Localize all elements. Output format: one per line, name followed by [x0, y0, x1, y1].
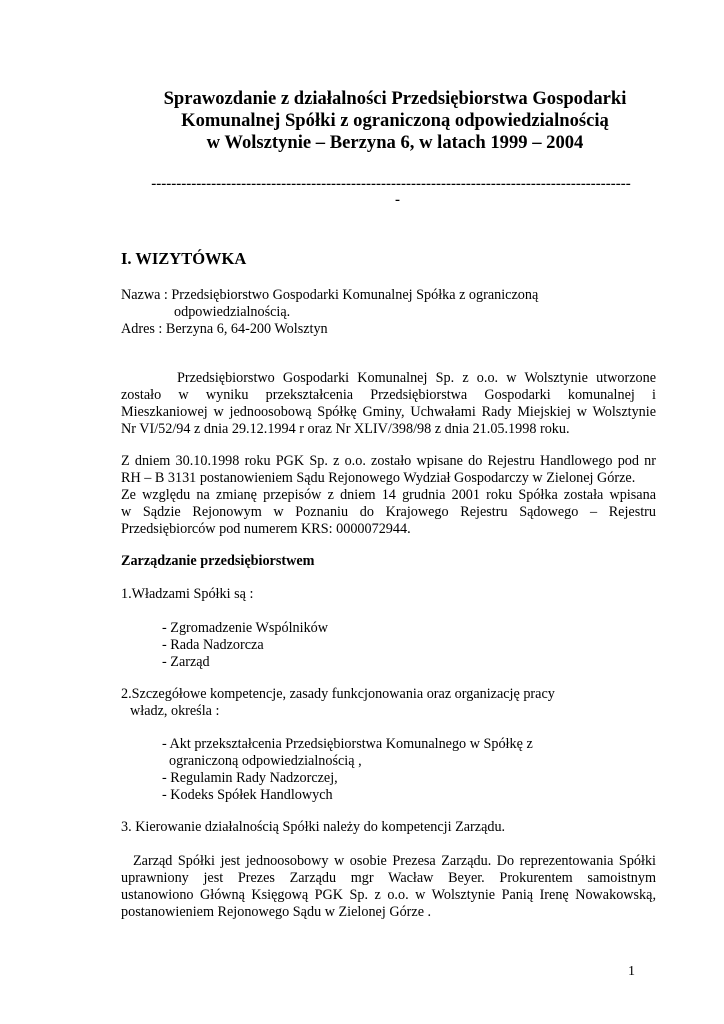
- paragraph-line: postanowieniem Rejonowego Sądu w Zielonej Górze .: [121, 904, 432, 920]
- paragraph-line: Przedsiębiorstwo Gospodarki Komunalnej Sp. z o.o. w Wolsztynie utworzone: [177, 370, 656, 386]
- item-2-line-2: władz, określa :: [130, 703, 220, 719]
- paragraph-line: w Sądzie Rejonowym w Poznaniu do Krajowego Rejestru Sądowego – Rejestru: [121, 504, 656, 520]
- item-2-text: [121, 686, 656, 720]
- card-name-line-1: Nazwa : Przedsiębiorstwo Gospodarki Komunalnej Spółka z ograniczoną: [121, 287, 539, 303]
- title-line-2: Komunalnej Spółki z ograniczoną odpowiedzialnością: [181, 110, 609, 131]
- list-item: - Akt przekształcenia Przedsiębiorstwa Komunalnego w Spółkę z: [162, 736, 533, 752]
- paragraph-line: Nr VI/52/94 z dnia 29.12.1994 r oraz Nr XLIV/398/98 z dnia 21.05.1998 roku.: [121, 421, 570, 437]
- paragraph-line: ustanowiono Główną Księgową PGK Sp. z o.o. w Wolsztynie Panią Irenę Nowakowską,: [121, 887, 656, 903]
- paragraph-board: [121, 853, 656, 921]
- item-2-line-1: 2.Szczegółowe kompetencje, zasady funkcjonowania oraz organizację pracy: [121, 686, 555, 702]
- list-item-continuation: ograniczoną odpowiedzialnością ,: [169, 753, 362, 769]
- list-item: - Rada Nadzorcza: [162, 637, 264, 653]
- separator-line: ------------------------------------------------------------------------------------------------: [151, 176, 631, 192]
- paragraph-founding: [121, 370, 656, 438]
- title-line-3: w Wolsztynie – Berzyna 6, w latach 1999 – 2004: [206, 132, 584, 153]
- paragraph-line: Zarząd Spółki jest jednoosobowy w osobie Prezesa Zarządu. Do reprezentowania Spółki: [133, 853, 656, 869]
- list-item: - Zgromadzenie Wspólników: [162, 620, 329, 636]
- item-3-text: 3. Kierowanie działalnością Spółki należy do kompetencji Zarządu.: [121, 819, 506, 835]
- paragraph-line: Mieszkaniowej w jednoosobową Spółkę Gminy, Uchwałami Rady Miejskiej w Wolsztynie: [121, 404, 656, 420]
- paragraph-line: Przedsiębiorców pod numerem KRS: 0000072944.: [121, 521, 411, 537]
- section-heading: I. WIZYTÓWKA: [121, 249, 247, 268]
- governing-bodies-list: [162, 620, 328, 671]
- paragraph-line: uprawniony jest Prezes Zarządu mgr Wacław Beyer. Prokurentem samoistnym: [121, 870, 656, 886]
- subheading-management: Zarządzanie przedsiębiorstwem: [121, 553, 315, 569]
- list-item: - Zarząd: [162, 654, 210, 670]
- company-card: [121, 287, 656, 338]
- paragraph-line: RH – B 3131 postanowieniem Sądu Rejonowego Wydział Gospodarczy w Zielonej Górze.: [121, 470, 636, 486]
- regulations-list: [162, 736, 533, 804]
- separator-line-tail: -: [395, 192, 400, 208]
- list-item: - Regulamin Rady Nadzorczej,: [162, 770, 338, 786]
- paragraph-line: zostało w wyniku przekształcenia Przedsiębiorstwa Gospodarki komunalnej i: [121, 387, 656, 403]
- paragraph-line: Ze względu na zmianę przepisów z dniem 14 grudnia 2001 roku Spółka została wpisana: [121, 487, 656, 503]
- paragraph-line: Z dniem 30.10.1998 roku PGK Sp. z o.o. zostało wpisane do Rejestru Handlowego pod nr: [121, 453, 656, 469]
- item-1-text: 1.Władzami Spółki są :: [121, 586, 254, 602]
- page-number: 1: [628, 964, 635, 979]
- list-item: - Kodeks Spółek Handlowych: [162, 787, 333, 803]
- card-name-line-2: odpowiedzialnością.: [174, 304, 291, 320]
- document-title: [100, 88, 690, 154]
- paragraph-registry: [121, 453, 656, 538]
- title-line-1: Sprawozdanie z działalności Przedsiębiorstwa Gospodarki: [163, 88, 627, 109]
- card-address: Adres : Berzyna 6, 64-200 Wolsztyn: [121, 321, 328, 337]
